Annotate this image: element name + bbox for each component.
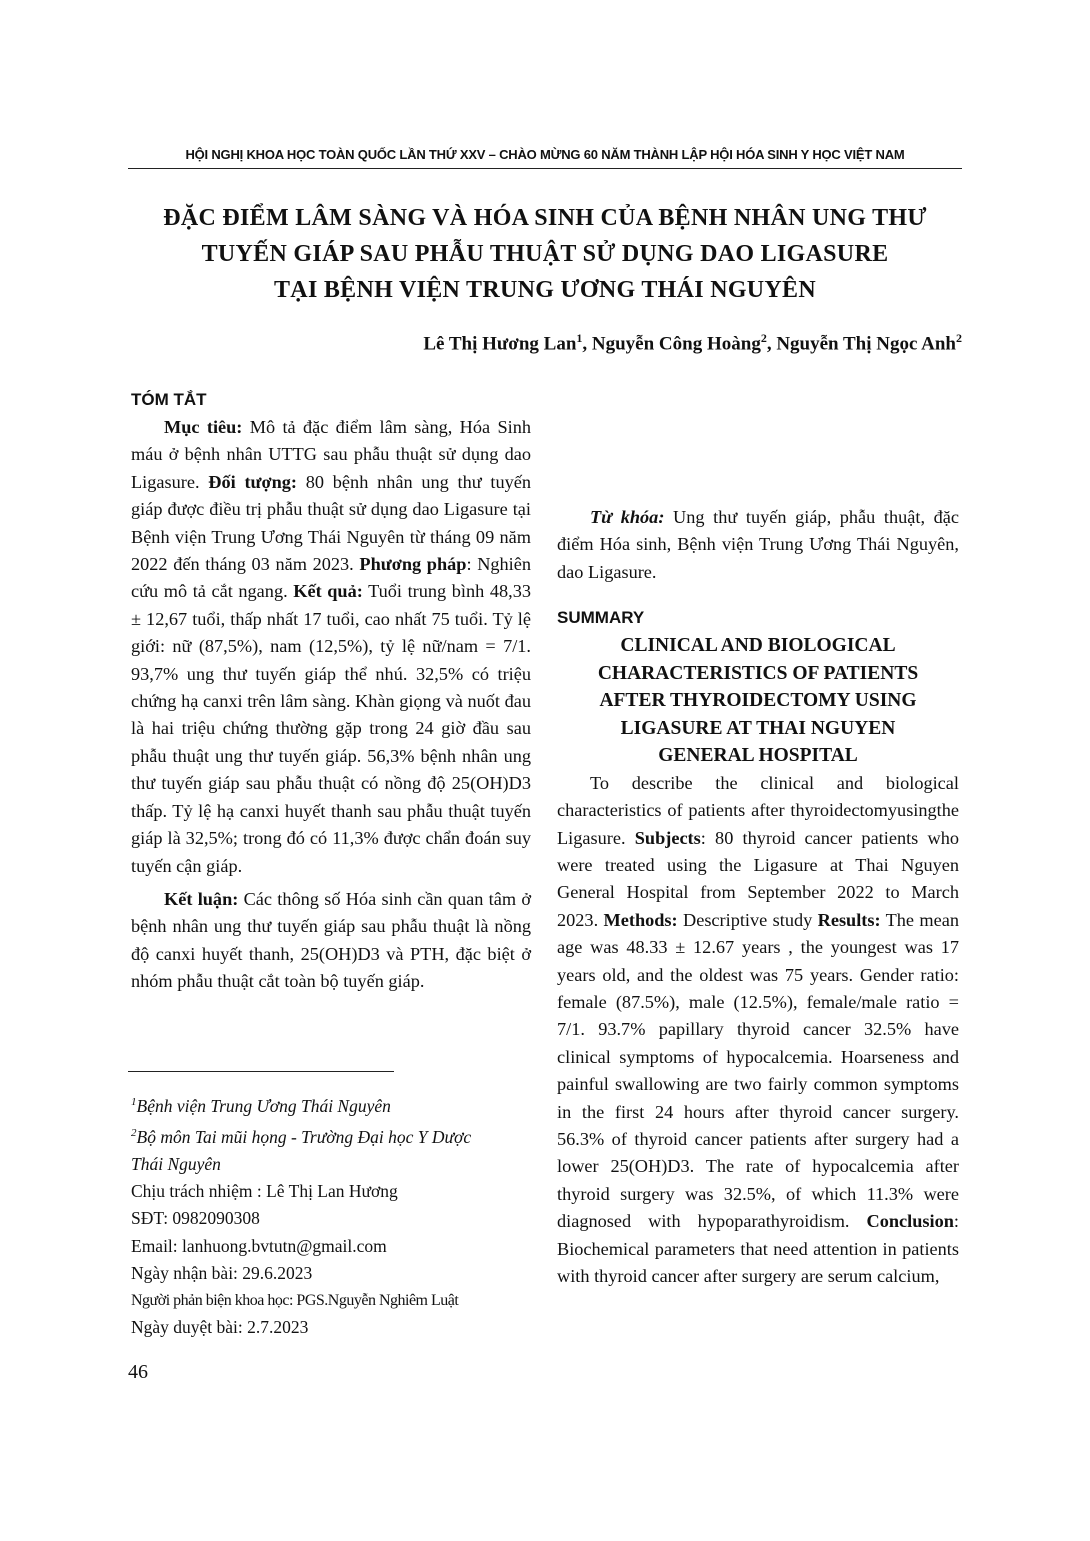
english-title-line: AFTER THYROIDECTOMY USING <box>599 690 917 712</box>
affiliation-marker: 2 <box>956 331 962 345</box>
summary-heading: SUMMARY <box>557 608 645 628</box>
text-conclusion: Các thông số Hóa sinh cần quan tâm ở bệnh nhân ung thư tuyến giáp sau phẫu thuật là nồng độ canxi huyết thanh, 25(OH)D3 và PTH, đặc biệt ở nhóm phẫu thuật cắt toàn bộ tuyến giáp. <box>131 888 531 992</box>
accepted-date: Ngày duyệt bài: 2.7.2023 <box>131 1317 309 1338</box>
conclusion-paragraph <box>131 886 531 996</box>
english-title <box>557 632 959 770</box>
author-separator: , <box>766 333 777 355</box>
footnote-rule <box>128 1071 394 1072</box>
received-date: Ngày nhận bài: 29.6.2023 <box>131 1262 313 1283</box>
affiliation-marker: 1 <box>131 1096 137 1108</box>
paper-title <box>128 200 962 308</box>
reviewer: Người phản biện khoa học: PGS.Nguyễn Nghiêm Luật <box>131 1292 459 1310</box>
text-results: Tuổi trung bình 48,33 ± 12,67 tuổi, thấp nhất 17 tuổi, cao nhất 75 tuổi. Tỷ lệ giới: nữ (87,5%), nam (12,5%), tỷ lệ nữ/nam = 7/1. 93,7% ung thư tuyến giáp thể nhú. 32,5% có triệu chứng hạ canxi trên lâm sàng. Khàn giọng và nuốt đau là hai triệu chứng thường gặp trong 24 giờ đầu sau phẫu thuật ung thư tuyến giáp. 56,3% bệnh nhân ung thư tuyến giáp sau phẫu thuật có nồng độ 25(OH)D3 thấp. Tỷ lệ hạ canxi huyết thanh sau phẫu thuật tuyến giáp là 32,5%; trong đó có 11,3% được chẩn đoán suy tuyến cận giáp. <box>131 581 532 876</box>
text-results-en: The mean age was 48.33 ± 12.67 years , the youngest was 17 years old, and the oldest was 75 years. Gender ratio: female (87.5%), male (12.5%), female/male ratio = 7/1. 93.7% papillary thyroid cancer 32.5% have clinical symptoms of hypocalcemia. Hoarseness and painful swallowing are two fairly common symptoms in the first 24 hours after thyroid cancer surgery. 56.3% of thyroid cancer patients after surgery had a lower 25(OH)D3. The rate of hypocalcemia after thyroid surgery was 32.5%, of which 11.3% were diagnosed with hypoparathyroidism. <box>557 909 960 1232</box>
author-name: Nguyễn Thị Ngọc Anh <box>776 333 956 355</box>
text-intro: To describe the clinical and biological characteristics of patients after thyroidectomyusingthe Ligasure. <box>557 772 959 848</box>
affiliation-marker: 2 <box>760 331 767 345</box>
phone: SĐT: 0982090308 <box>131 1208 260 1229</box>
english-title-line: GENERAL HOSPITAL <box>658 745 858 767</box>
affiliation-marker: 2 <box>131 1127 137 1140</box>
abstract-heading: TÓM TẮT <box>131 390 207 409</box>
text-keywords: Ung thư tuyến giáp, phẫu thuật, đặc điểm Hóa sinh, Bệnh viện Trung Ương Thái Nguyên, dao Ligasure. <box>557 507 960 582</box>
author-name: Nguyễn Công Hoàng <box>591 333 761 355</box>
affiliation-text: Bệnh viện Trung Ương Thái Nguyên <box>136 1095 391 1116</box>
author-list <box>128 331 962 355</box>
affiliation-1 <box>131 1089 541 1120</box>
right-column <box>557 388 959 1290</box>
label-subjects: Đối tượng: <box>208 471 298 492</box>
running-header: HỘI NGHỊ KHOA HỌC TOÀN QUỐC LẦN THỨ XXV – CHÀO MỪNG 60 NĂM THÀNH LẬP HỘI HÓA SINH Y HỌC VIỆT NAM <box>185 147 905 162</box>
header-rule <box>128 168 962 169</box>
corresponding-author: Chịu trách nhiệm : Lê Thị Lan Hương <box>131 1181 398 1202</box>
affiliation-text: Bộ môn Tai mũi họng - Trường Đại học Y Dược <box>136 1126 472 1147</box>
author-name: Lê Thị Hương Lan <box>423 333 577 355</box>
page-number: 46 <box>128 1361 148 1383</box>
email: Email: lanhuong.bvtutn@gmail.com <box>131 1235 387 1256</box>
text-methods: : Nghiên cứu mô tả cắt ngang. <box>131 554 532 602</box>
text-subjects: 80 bệnh nhân ung thư tuyến giáp được điều trị phẫu thuật sử dụng dao Ligasure tại Bệnh viện Trung Ương Thái Nguyên từ tháng 09 năm 2022 đến tháng 03 năm 2023. <box>131 471 531 575</box>
text-subjects-en: : 80 thyroid cancer patients who were treated using the Ligasure at Thai Nguyen General Hospital from September 2022 to March 2023. <box>557 827 959 930</box>
label-results: Kết quả: <box>293 581 363 602</box>
english-title-line: CLINICAL AND BIOLOGICAL <box>620 635 896 657</box>
english-title-line: CHARACTERISTICS OF PATIENTS <box>597 662 919 684</box>
label-keywords: Từ khóa: <box>590 507 665 527</box>
text-conclusion-en: : Biochemical parameters that need attention in patients with thyroid cancer after surgery are serum calcium, <box>557 1211 959 1287</box>
keywords-paragraph <box>557 504 959 586</box>
label-methods-en: Methods: <box>603 909 678 930</box>
label-results-en: Results: <box>817 909 881 930</box>
label-objective: Mục tiêu: <box>164 417 243 437</box>
title-line-3: TẠI BỆNH VIỆN TRUNG ƯƠNG THÁI NGUYÊN <box>274 277 816 303</box>
label-methods: Phương pháp <box>359 554 467 575</box>
left-column <box>131 386 531 996</box>
label-subjects-en: Subjects <box>634 827 701 848</box>
affiliation-marker: 1 <box>576 331 583 345</box>
english-title-line: LIGASURE AT THAI NGUYEN <box>620 717 896 739</box>
text-methods-en: Descriptive study <box>677 909 818 930</box>
footnotes <box>131 1089 541 1341</box>
title-line-2: TUYẾN GIÁP SAU PHẪU THUẬT SỬ DỤNG DAO LIGASURE <box>201 241 889 267</box>
author-separator: , <box>582 333 592 355</box>
title-line-1: ĐẶC ĐIỂM LÂM SÀNG VÀ HÓA SINH CỦA BỆNH NHÂN UNG THƯ <box>163 205 927 231</box>
summary-paragraph <box>557 770 959 1291</box>
abstract-paragraph <box>131 414 531 880</box>
affiliation-2-cont: Thái Nguyên <box>131 1154 221 1175</box>
text-objective: Mô tả đặc điểm lâm sàng, Hóa Sinh máu ở bệnh nhân UTTG sau phẫu thuật sử dụng dao Ligasure. <box>131 417 531 492</box>
affiliation-2 <box>131 1120 541 1151</box>
label-conclusion: Kết luận: <box>164 888 239 909</box>
label-conclusion-en: Conclusion <box>866 1211 954 1232</box>
